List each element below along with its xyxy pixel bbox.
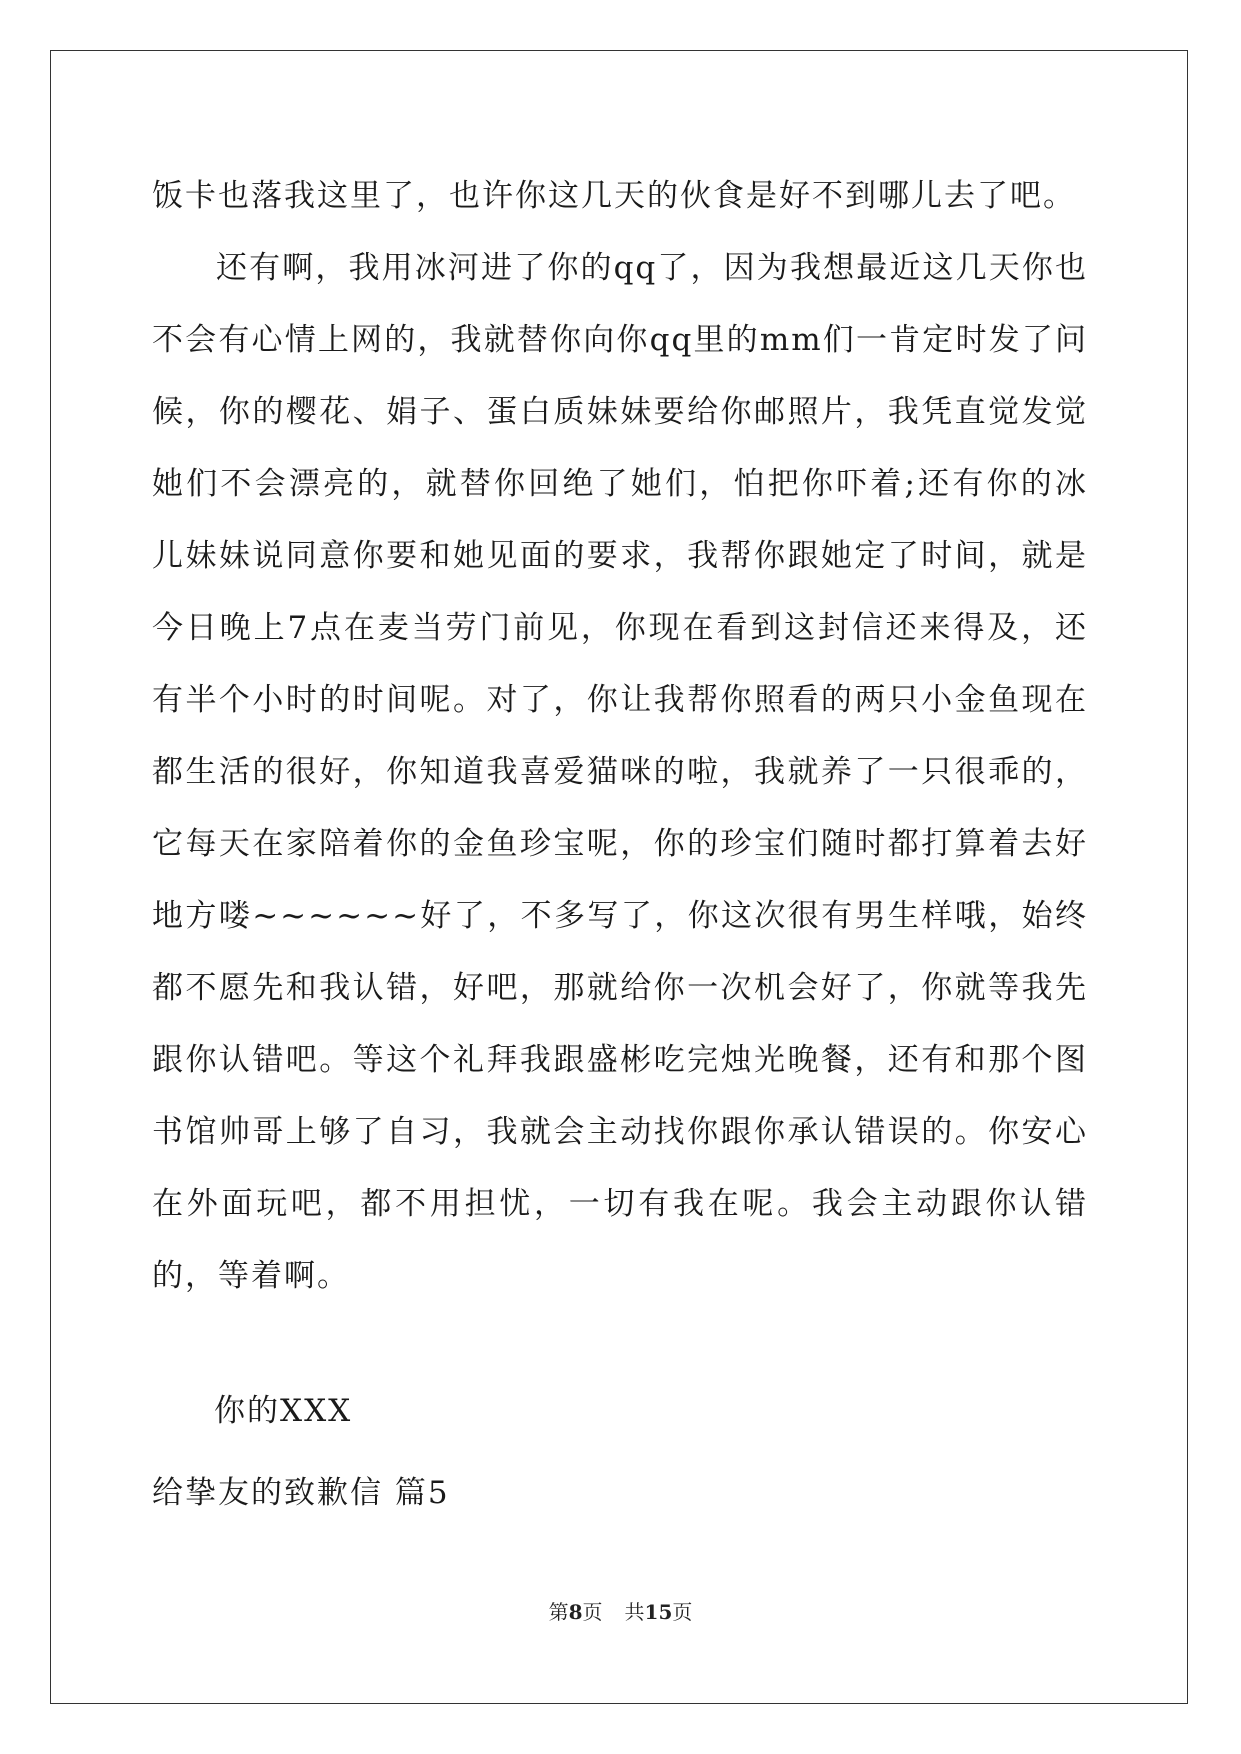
letter-body	[152, 160, 1088, 1312]
page-current: 8	[568, 1600, 583, 1624]
page-prefix: 第	[548, 1600, 569, 1624]
section-title: 给挚友的致歉信 篇5	[152, 1475, 450, 1511]
total-unit: 页	[672, 1600, 693, 1624]
total-prefix: 共	[624, 1600, 645, 1624]
page-unit: 页	[582, 1600, 603, 1624]
page-footer	[0, 1596, 1241, 1625]
paragraph-main: 还有啊，我用冰河进了你的qq了，因为我想最近这几天你也不会有心情上网的，我就替你向你qq里的mm们一肯定时发了问候，你的樱花、娟子、蛋白质妹妹要给你邮照片，我凭直觉发觉她们不会漂亮的，就替你回绝了她们，怕把你吓着;还有你的冰儿妹妹说同意你要和她见面的要求，我帮你跟她定了时间，就是今日晚上7点在麦当劳门前见，你现在看到这封信还来得及，还有半个小时的时间呢。对了，你让我帮你照看的两只小金鱼现在都生活的很好，你知道我喜爱猫咪的啦，我就养了一只很乖的，它每天在家陪着你的金鱼珍宝呢，你的珍宝们随时都打算着去好地方喽~~~~~~好了，不多写了，你这次很有男生样哦，始终都不愿先和我认错，好吧，那就给你一次机会好了，你就等我先跟你认错吧。等这个礼拜我跟盛彬吃完烛光晚餐，还有和那个图书馆帅哥上够了自习，我就会主动找你跟你承认错误的。你安心在外面玩吧，都不用担忧，一切有我在呢。我会主动跟你认错的，等着啊。	[152, 250, 1088, 1294]
paragraph-continuation: 饭卡也落我这里了，也许你这几天的伙食是好不到哪儿去了吧。	[152, 178, 1076, 214]
signature: 你的XXX	[214, 1393, 353, 1429]
page-total: 15	[644, 1600, 673, 1624]
